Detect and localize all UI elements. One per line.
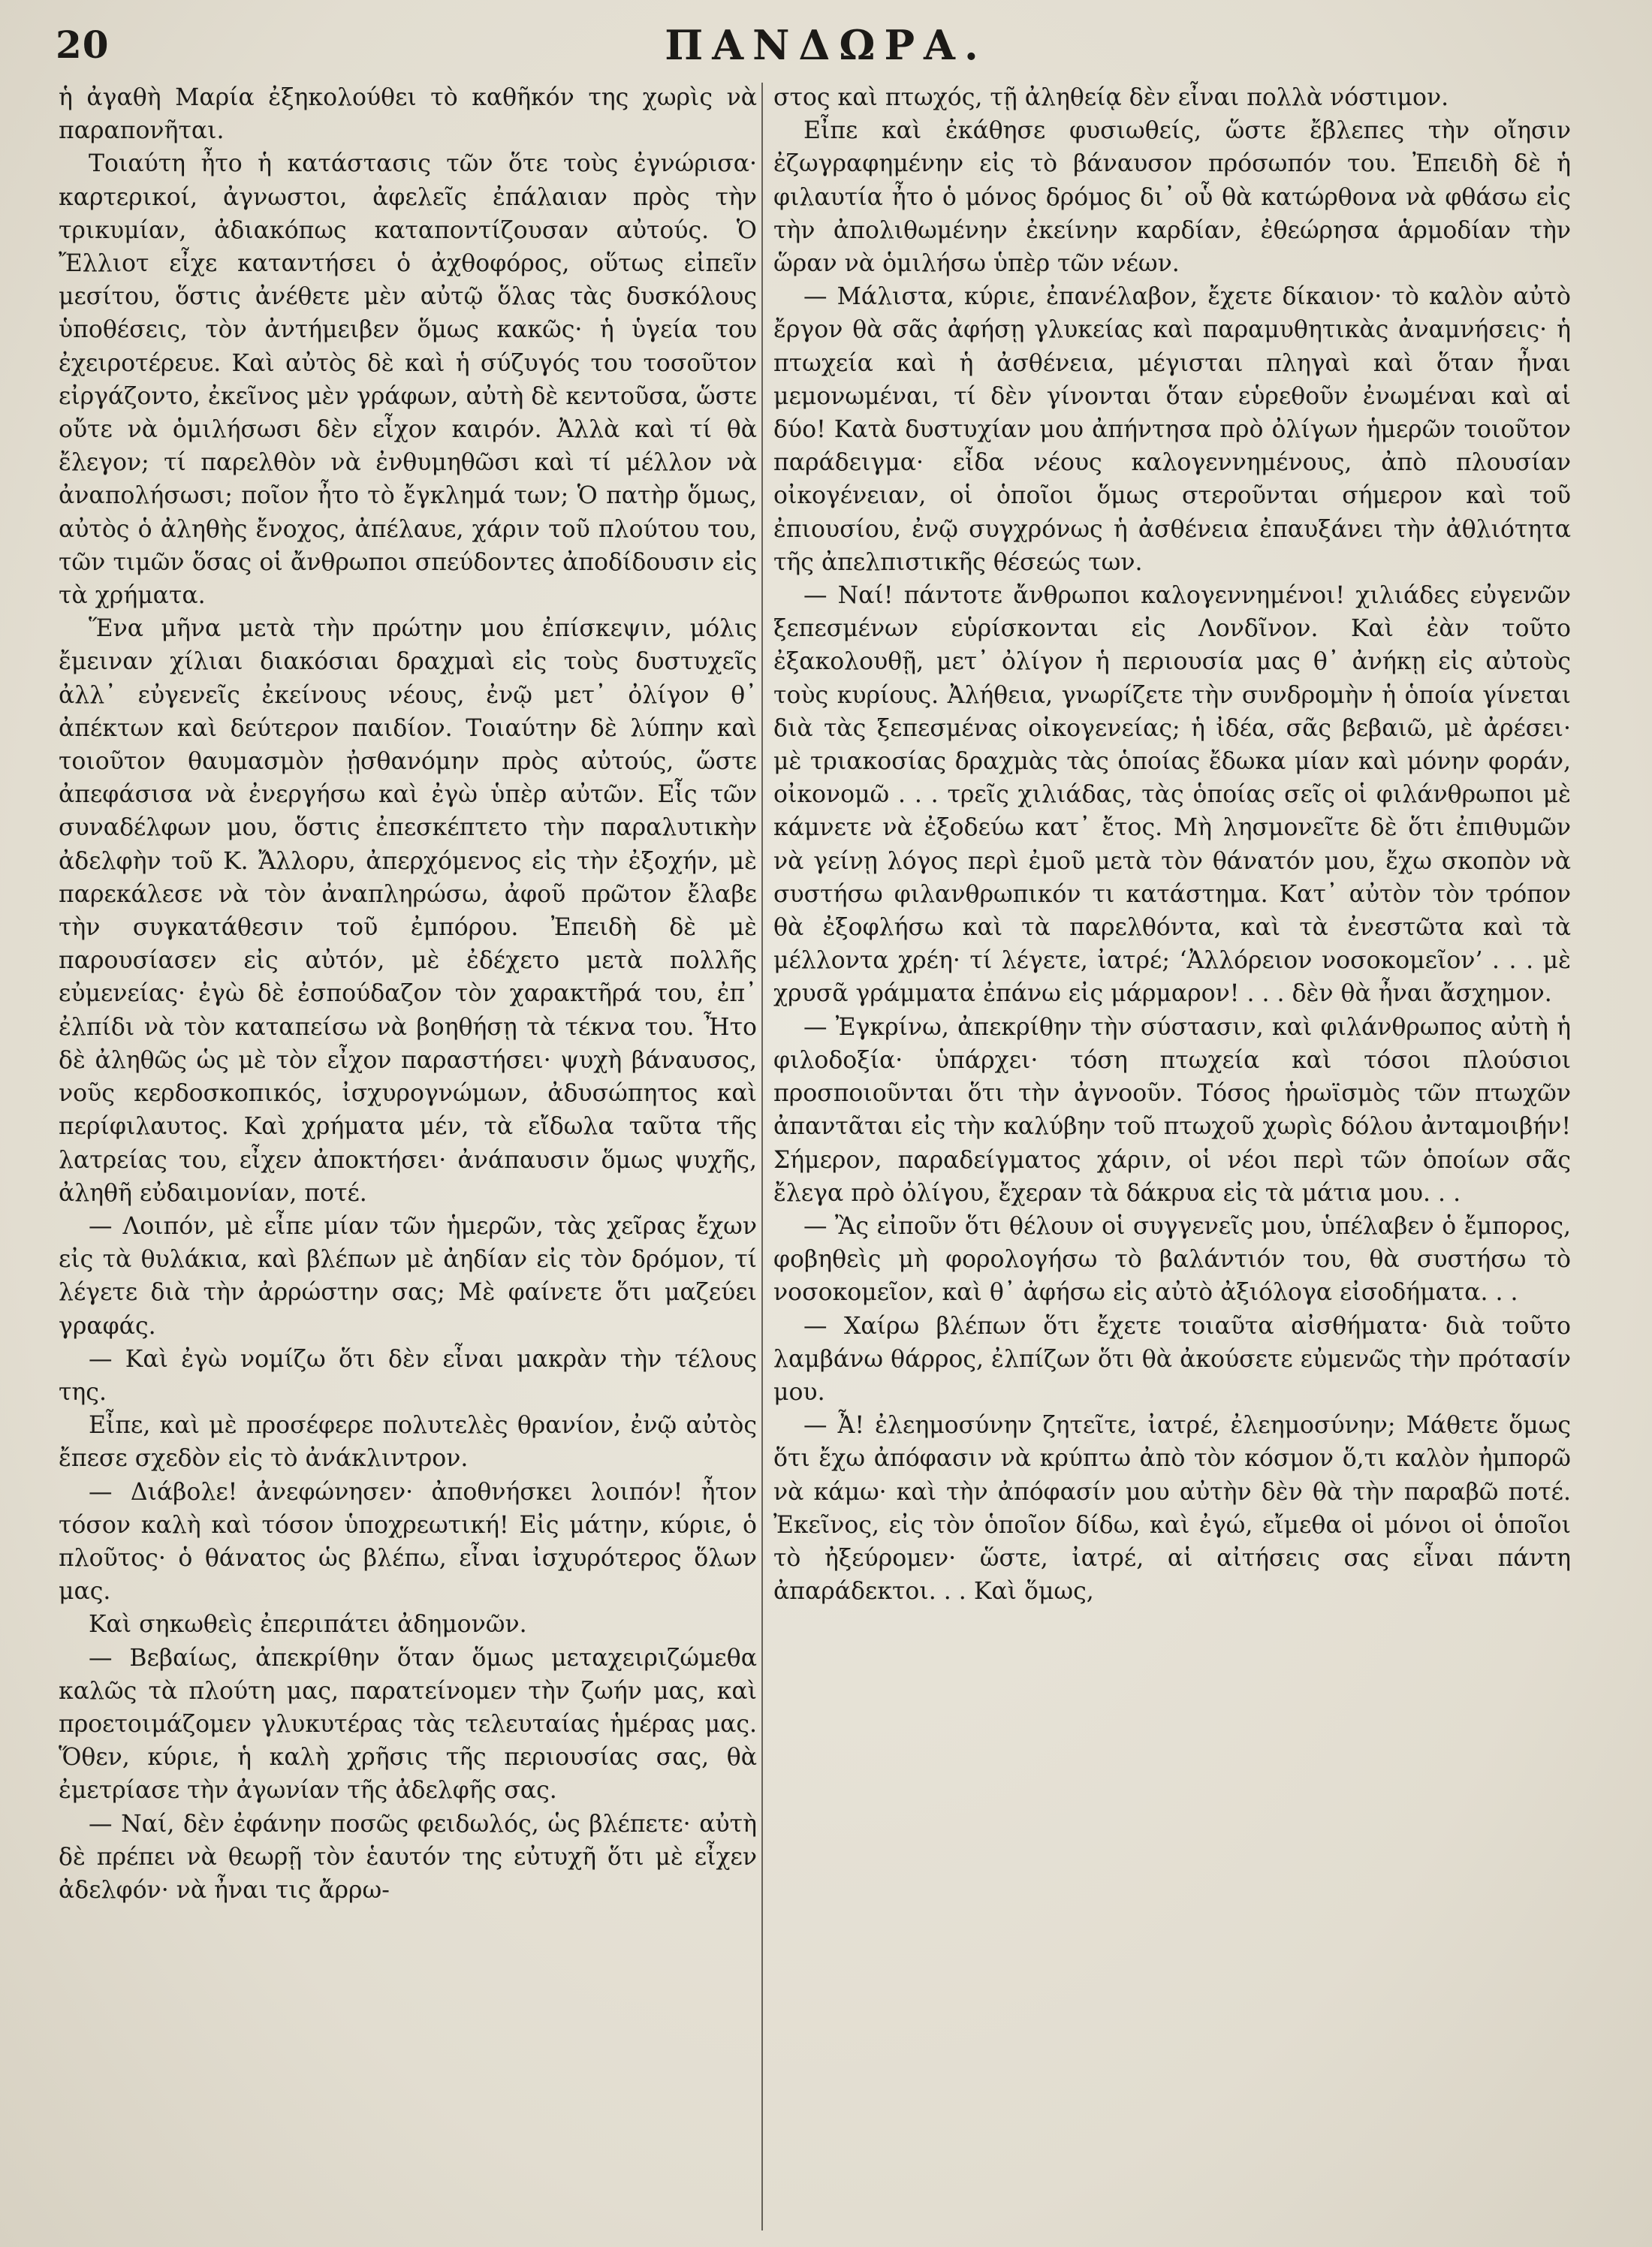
paragraph: — Χαίρω βλέπων ὅτι ἔχετε τοιαῦτα αἰσθήματα· διὰ τοῦτο λαμβάνω θάρρος, ἐλπίζων ὅτι θὰ ἀκούσετε εὐμενῶς τὴν πρότασίν μου. [773, 1312, 1571, 1406]
paragraph: στος καὶ πτωχός, τῇ ἀληθείᾳ δὲν εἶναι πολλὰ νόστιμον. [773, 84, 1449, 111]
page-number: 20 [56, 23, 110, 67]
right-column [773, 81, 1571, 2236]
paragraph: — Ναί! πάντοτε ἄνθρωποι καλογεννημένοι! χιλιάδες εὐγενῶν ξεπεσμένων εὑρίσκονται εἰς Λονδῖνον. Καὶ ἐὰν τοῦτο ἐξακολουθῇ, μετ᾿ ὀλίγον ἡ περιουσία μας θ᾿ ἀνήκῃ εἰς αὐτοὺς τοὺς κυρίους. Ἀλήθεια, γνωρίζετε τὴν συνδρομὴν ἡ ὁποία γίνεται διὰ τὰς ξεπεσμένας οἰκογενείας; ἡ ἰδέα, σᾶς βεβαιῶ, μὲ ἀρέσει· μὲ τριακοσίας δραχμὰς τὰς ὁποίας ἔδωκα μίαν καὶ μόνην φοράν, οἰκονομῶ . . . τρεῖς χιλιάδας, τὰς ὁποίας σεῖς οἱ φιλάνθρωποι μὲ κάμνετε νὰ ἐξοδεύω κατ᾿ ἔτος. Μὴ λησμονεῖτε δὲ ὅτι ἐπιθυμῶν νὰ γείνῃ λόγος περὶ ἐμοῦ μετὰ τὸν θάνατόν μου, ἔχω σκοπὸν νὰ συστήσω φιλανθρωπικόν τι κατάστημα. Κατ᾿ αὐτὸν τὸν τρόπον θὰ ἐξοφλήσω καὶ τὰ παρελθόντα, καὶ τὰ ἐνεστῶτα καὶ τὰ μέλλοντα χρέη· τί λέγετε, ἰατρέ; ‘Ἀλλόρειον νοσοκομεῖον’ . . . μὲ χρυσᾶ γράμματα ἐπάνω εἰς μάρμαρον! . . . δὲν θὰ ἦναι ἄσχημον. [773, 582, 1571, 1008]
paragraph: — Λοιπόν, μὲ εἶπε μίαν τῶν ἡμερῶν, τὰς χεῖρας ἔχων εἰς τὰ θυλάκια, καὶ βλέπων μὲ ἀηδίαν εἰς τὸν δρόμον, τί λέγετε διὰ τὴν ἀρρώστην σας; Μὲ φαίνετε ὅτι μαζεύει γραφάς. [59, 1212, 757, 1340]
paragraph: Εἶπε, καὶ μὲ προσέφερε πολυτελὲς θρανίον, ἐνῷ αὐτὸς ἔπεσε σχεδὸν εἰς τὸ ἀνάκλιντρον. [59, 1412, 757, 1473]
paragraph: — Ἂς εἰποῦν ὅτι θέλουν οἱ συγγενεῖς μου, ὑπέλαβεν ὁ ἔμπορος, φοβηθεὶς μὴ φορολογήσω τὸ βαλάντιόν του, θὰ συστήσω τὸ νοσοκομεῖον, καὶ θ᾿ ἀφήσω εἰς αὐτὸ ἀξιόλογα εἰσοδήματα. . . [773, 1212, 1571, 1307]
paragraph: Εἶπε καὶ ἐκάθησε φυσιωθείς, ὥστε ἔβλεπες τὴν οἴησιν ἐζωγραφημένην εἰς τὸ βάναυσον πρόσωπόν του. Ἐπειδὴ δὲ ἡ φιλαυτία ἦτο ὁ μόνος δρόμος δι᾿ οὗ θὰ κατώρθονα νὰ φθάσω εἰς τὴν ἀπολιθωμένην ἐκείνην καρδίαν, ἐθεώρησα ἁρμοδίαν τὴν ὥραν νὰ ὁμιλήσω ὑπὲρ τῶν νέων. [773, 117, 1571, 278]
paragraph: ἡ ἀγαθὴ Μαρία ἐξηκολούθει τὸ καθῆκόν της χωρὶς νὰ παραπονῆται. [59, 84, 757, 145]
paragraph: — Βεβαίως, ἀπεκρίθην ὅταν ὅμως μεταχειριζώμεθα καλῶς τὰ πλούτη μας, παρατείνομεν τὴν ζωήν μας, καὶ προετοιμάζομεν γλυκυτέρας τὰς τελευταίας ἡμέρας μας. Ὅθεν, κύριε, ἡ καλὴ χρῆσις τῆς περιουσίας σας, θὰ ἐμετρίασε τὴν ἀγωνίαν τῆς ἀδελφῆς σας. [59, 1644, 757, 1805]
paragraph: — Διάβολε! ἀνεφώνησεν· ἀποθνήσκει λοιπόν! ἦτον τόσον καλὴ καὶ τόσον ὑποχρεωτική! Εἰς μάτην, κύριε, ὁ πλοῦτος· ὁ θάνατος ὡς βλέπω, εἶναι ἰσχυρότερος ὅλων μας. [59, 1478, 757, 1606]
paragraph: Ἕνα μῆνα μετὰ τὴν πρώτην μου ἐπίσκεψιν, μόλις ἔμειναν χίλιαι διακόσιαι δραχμαὶ εἰς τοὺς δυστυχεῖς ἀλλ᾿ εὐγενεῖς ἐκείνους νέους, ἐνῷ μετ᾿ ὀλίγον θ᾿ ἀπέκτων καὶ δεύτερον παιδίον. Τοιαύτην δὲ λύπην καὶ τοιοῦτον θαυμασμὸν ᾐσθανόμην πρὸς αὐτούς, ὥστε ἀπεφάσισα νὰ ἐνεργήσω καὶ ἐγὼ ὑπὲρ αὐτῶν. Εἷς τῶν συναδέλφων μου, ὅστις ἐπεσκέπτετο τὴν παραλυτικὴν ἀδελφὴν τοῦ Κ. Ἄλλορυ, ἀπερχόμενος εἰς τὴν ἐξοχήν, μὲ παρεκάλεσε νὰ τὸν ἀναπληρώσω, ἀφοῦ πρῶτον ἔλαβε τὴν συγκατάθεσιν τοῦ ἐμπόρου. Ἐπειδὴ δὲ μὲ παρουσίασεν εἰς αὐτόν, μὲ ἐδέχετο μετὰ πολλῆς εὐμενείας· ἐγὼ δὲ ἐσπούδαζον τὸν χαρακτῆρά του, ἐπ᾿ ἐλπίδι νὰ τὸν καταπείσω νὰ βοηθήσῃ τὰ τέκνα του. Ἦτο δὲ ἀληθῶς ὡς μὲ τὸν εἶχον παραστήσει· ψυχὴ βάναυσος, νοῦς κερδοσκοπικός, ἰσχυρογνώμων, ἀδυσώπητος καὶ περίφιλαυτος. Καὶ χρήματα μέν, τὰ εἴδωλα ταῦτα τῆς λατρείας του, εἶχεν ἀποκτήσει· ἀνάπαυσιν ὅμως ψυχῆς, ἀληθῆ εὐδαιμονίαν, ποτέ. [59, 615, 757, 1207]
running-head: ΠΑΝΔΩΡΑ. [665, 21, 987, 69]
left-column [59, 81, 757, 2236]
paragraph: Καὶ σηκωθεὶς ἐπεριπάτει ἀδημονῶν. [89, 1611, 527, 1639]
paragraph: Τοιαύτη ἦτο ἡ κατάστασις τῶν ὅτε τοὺς ἐγνώρισα· καρτερικοί, ἀγνωστοι, ἀφελεῖς ἐπάλαιαν πρὸς τὴν τρικυμίαν, ἀδιακόπως καταποντίζουσαν αὐτούς. Ὁ Ἔλλιοτ εἶχε καταντήσει ὁ ἀχθοφόρος, οὕτως εἰπεῖν μεσίτου, ὅστις ἀνέθετε μὲν αὐτῷ ὅλας τὰς δυσκόλους ὑποθέσεις, τὸν ἀντήμειβεν ὅμως κακῶς· ἡ ὑγεία του ἐχειροτέρευε. Καὶ αὐτὸς δὲ καὶ ἡ σύζυγός του τοσοῦτον εἰργάζοντο, ἐκεῖνος μὲν γράφων, αὐτὴ δὲ κεντοῦσα, ὥστε οὔτε νὰ ὁμιλήσωσι δὲν εἶχον καιρόν. Ἀλλὰ καὶ τί θὰ ἔλεγον; τί παρελθὸν νὰ ἐνθυμηθῶσι καὶ τί μέλλον νὰ ἀναπολήσωσι; ποῖον ἦτο τὸ ἔγκλημά των; Ὁ πατὴρ ὅμως, αὐτὸς ὁ ἀληθὴς ἔνοχος, ἀπέλαυε, χάριν τοῦ πλούτου του, τῶν τιμῶν ὅσας οἱ ἄνθρωποι σπεύδοντες ἀποδίδουσιν εἰς τὰ χρήματα. [59, 150, 757, 610]
paragraph: — Ναί, δὲν ἐφάνην ποσῶς φειδωλός, ὡς βλέπετε· αὐτὴ δὲ πρέπει νὰ θεωρῇ τὸν ἑαυτόν της εὐτυχῆ ὅτι μὲ εἶχεν ἀδελφόν· νὰ ἦναι τις ἄρρω- [59, 1810, 757, 1904]
paragraph: — Μάλιστα, κύριε, ἐπανέλαβον, ἔχετε δίκαιον· τὸ καλὸν αὐτὸ ἔργον θὰ σᾶς ἀφήσῃ γλυκείας καὶ παραμυθητικὰς ἀναμνήσεις· ἡ πτωχεία καὶ ἡ ἀσθένεια, μέγισται πληγαὶ καὶ ὅταν ἦναι μεμονωμέναι, τί δὲν γίνονται ὅταν εὑρεθοῦν ἐνωμέναι καὶ αἱ δύο! Κατὰ δυστυχίαν μου ἀπήντησα πρὸ ὀλίγων ἡμερῶν τοιοῦτον παράδειγμα· εἶδα νέους καλογεννημένους, ἀπὸ πλουσίαν οἰκογένειαν, οἱ ὁποῖοι ὅμως στεροῦνται σήμερον καὶ τοῦ ἐπιουσίου, ἐνῷ συγχρόνως ἡ ἀσθένεια ἐπαυξάνει τὴν ἀθλιότητα τῆς ἀπελπιστικῆς θέσεώς των. [773, 283, 1571, 576]
paragraph: — Ἆ! ἐλεημοσύνην ζητεῖτε, ἰατρέ, ἐλεημοσύνην; Μάθετε ὅμως ὅτι ἔχω ἀπόφασιν νὰ κρύπτω ἀπὸ τὸν κόσμον ὅ,τι καλὸν ἠμπορῶ νὰ κάμω· καὶ τὴν ἀπόφασίν μου αὐτὴν δὲν θὰ τὴν παραβῶ ποτέ. Ἐκεῖνος, εἰς τὸν ὁποῖον δίδω, καὶ ἐγώ, εἴμεθα οἱ μόνοι οἱ ὁποῖοι τὸ ἠξεύρομεν· ὥστε, ἰατρέ, αἱ αἰτήσεις σας εἶναι πάντη ἀπαράδεκτοι. . . Καὶ ὅμως, [773, 1412, 1571, 1606]
paragraph: — Ἐγκρίνω, ἀπεκρίθην τὴν σύστασιν, καὶ φιλάνθρωπος αὐτὴ ἡ φιλοδοξία· ὑπάρχει· τόση πτωχεία καὶ τόσοι πλούσιοι προσποιοῦνται ὅτι τὴν ἀγνοοῦν. Τόσος ἡρωϊσμὸς τῶν πτωχῶν ἀπαντᾶται εἰς τὴν καλύβην τοῦ πτωχοῦ χωρὶς δόλου ἀνταμοιβήν! Σήμερον, παραδείγματος χάριν, οἱ νέοι περὶ τῶν ὁποίων σᾶς ἔλεγα πρὸ ὀλίγου, ἔχεραν τὰ δάκρυα εἰς τὰ μάτια μου. . . [773, 1013, 1571, 1207]
paragraph: — Καὶ ἐγὼ νομίζω ὅτι δὲν εἶναι μακρὰν τὴν τέλους της. [59, 1345, 757, 1406]
column-divider [761, 83, 763, 2230]
